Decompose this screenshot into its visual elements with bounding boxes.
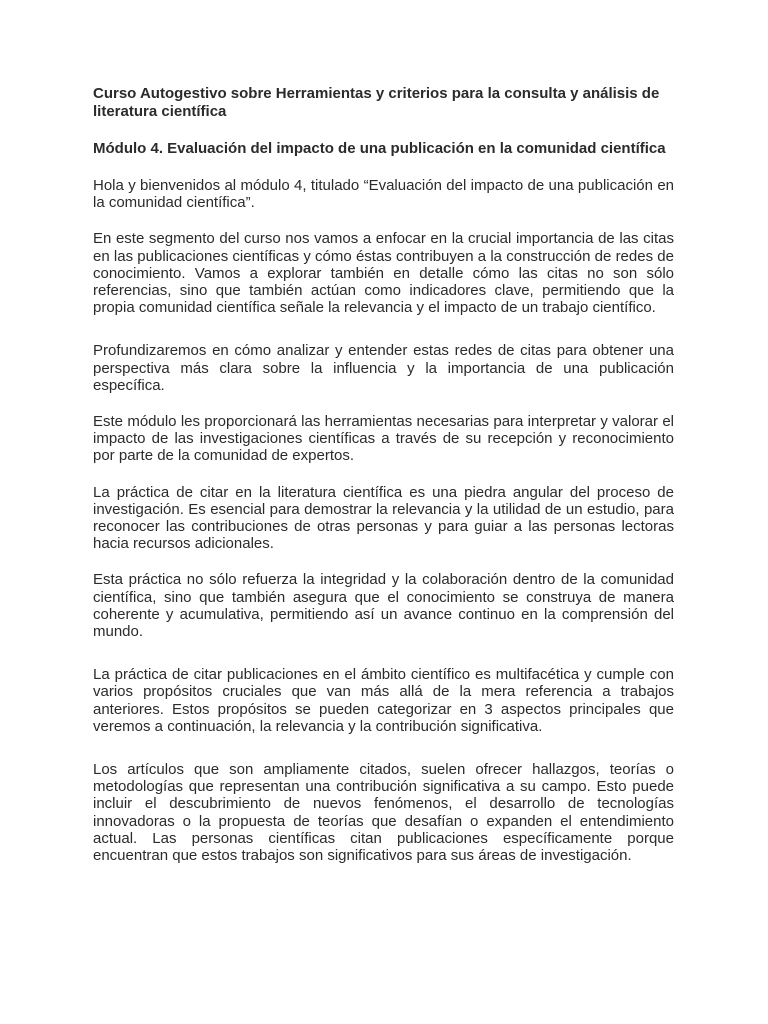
paragraph-welcome: Hola y bienvenidos al módulo 4, titulado “Evaluación del impacto de una publicación en la comunidad científica”. — [93, 177, 674, 212]
paragraph-highly-cited: Los artículos que son ampliamente citados, suelen ofrecer hallazgos, teorías o metodologías que representan una contribución significativa a su campo. Esto puede incluir el descubrimiento de nuevos fenómenos, el desarrollo de tecnologías innovadoras o la propuesta de teorías que desafían o expanden el entendimiento actual. Las personas científicas citan publicaciones específicamente porque encuentran que estos trabajos son significativos para sus áreas de investigación. — [93, 761, 674, 865]
paragraph-citation-networks: Profundizaremos en cómo analizar y entender estas redes de citas para obtener una perspectiva más clara sobre la influencia y la importancia de una publicación específica. — [93, 342, 674, 394]
paragraph-segment-focus: En este segmento del curso nos vamos a enfocar en la crucial importancia de las citas en las publicaciones científicas y cómo éstas contribuyen a la construcción de redes de conocimiento. Vamos a explorar también en detalle cómo las citas no son sólo referencias, sino que también actúan como indicadores clave, permitiendo que la propia comunidad científica señale la relevancia y el impacto de un trabajo científico. — [93, 230, 674, 317]
module-title: Módulo 4. Evaluación del impacto de una publicación en la comunidad científica — [93, 140, 666, 157]
paragraph-module-tools: Este módulo les proporcionará las herramientas necesarias para interpretar y valorar el impacto de las investigaciones científicas a través de su recepción y reconocimiento por parte de la comunidad de expertos. — [93, 413, 674, 465]
document-page — [93, 85, 674, 883]
course-title: Curso Autogestivo sobre Herramientas y criterios para la consulta y análisis de literatura científica — [93, 85, 660, 120]
paragraph-purposes: La práctica de citar publicaciones en el ámbito científico es multifacética y cumple con varios propósitos cruciales que van más allá de la mera referencia a trabajos anteriores. Estos propósitos se pueden categorizar en 3 aspectos principales que veremos a continuación, la relevancia y la contribución significativa. — [93, 666, 674, 735]
paragraph-integrity: Esta práctica no sólo refuerza la integridad y la colaboración dentro de la comunidad científica, sino que también asegura que el conocimiento se construya de manera coherente y acumulativa, permitiendo así un avance continuo en la comprensión del mundo. — [93, 571, 674, 641]
paragraph-citing-practice: La práctica de citar en la literatura científica es una piedra angular del proceso de investigación. Es esencial para demostrar la relevancia y la utilidad de un estudio, para reconocer las contribuciones de otras personas y para guiar a las personas lectoras hacia recursos adicionales. — [93, 483, 674, 553]
